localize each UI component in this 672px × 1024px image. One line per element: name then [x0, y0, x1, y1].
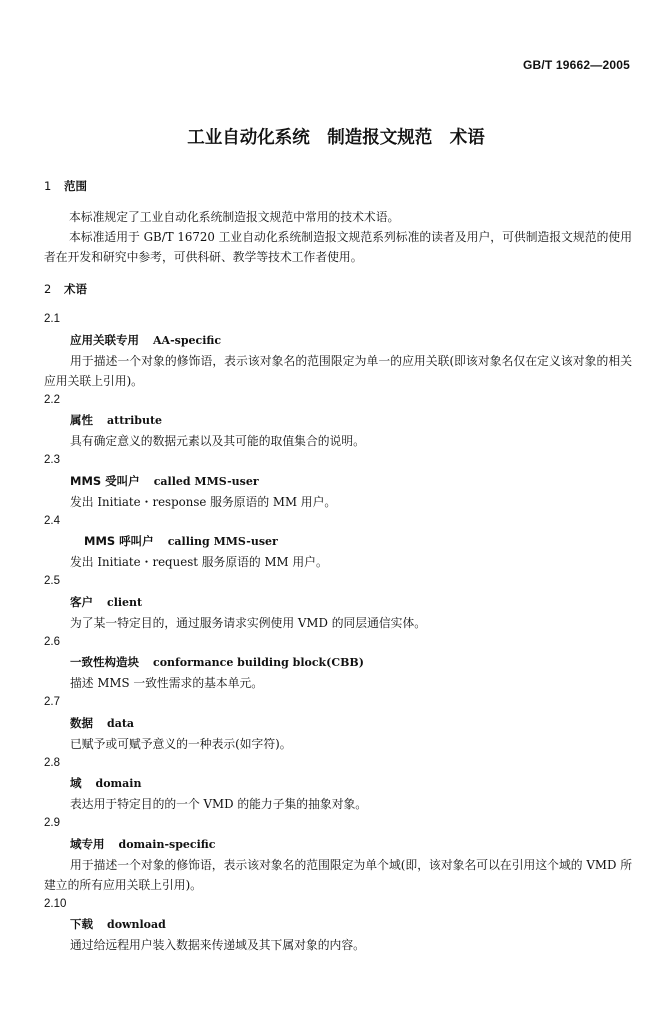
term-en: calling MMS-user: [167, 535, 278, 548]
term-heading: [44, 410, 632, 431]
entry-number: 2.3: [44, 454, 60, 466]
section-title: 术语: [64, 282, 87, 296]
term-cn: 域: [70, 776, 82, 790]
term-cn: 下载: [70, 917, 93, 931]
entry-number: 2.4: [44, 514, 60, 527]
term-heading: [44, 471, 632, 492]
term-en: called MMS-user: [153, 474, 259, 488]
term-entry: [44, 814, 632, 895]
term-entry: [44, 451, 632, 512]
term-en: domain-specific: [118, 837, 216, 851]
term-cn: 客户: [70, 594, 93, 609]
term-heading: [44, 652, 632, 673]
term-en: client: [107, 595, 143, 609]
term-entry: [44, 391, 632, 452]
term-definition: 为了某一特定目的，通过服务请求实例使用 VMD 的同层通信实体。: [70, 615, 427, 630]
entry-number: 2.8: [44, 756, 60, 769]
document-title: 工业自动化系统 制造报文规范 术语: [187, 128, 485, 148]
term-entry: [44, 512, 632, 573]
term-heading: [44, 330, 632, 351]
term-definition: 用于描述一个对象的修饰语，表示该对象名的范围限定为单个域(即，该对象名可以在引用这个域的 VMD 所建立的所有应用关联上引用)。: [44, 857, 632, 892]
term-definition: 发出 Initiate・request 服务原语的 MM 用户。: [70, 555, 328, 569]
entry-number: 2.6: [44, 635, 60, 648]
term-entry: [44, 572, 632, 633]
term-heading: [44, 773, 632, 794]
section-title: 范围: [64, 179, 87, 193]
term-en: conformance building block(CBB): [153, 656, 364, 669]
section-number: 2: [44, 282, 52, 296]
term-definition: 通过给远程用户装入数据来传递域及其下属对象的内容。: [70, 938, 365, 952]
section-1-heading: [44, 176, 632, 196]
term-definition: 描述 MMS 一致性需求的基本单元。: [70, 676, 264, 690]
entry-number: 2.7: [44, 696, 60, 708]
entry-number: 2.10: [44, 897, 67, 910]
term-heading: [44, 531, 632, 552]
term-en: AA-specific: [153, 333, 222, 347]
entry-number: 2.1: [44, 313, 60, 325]
term-entry: [44, 693, 632, 754]
term-entry: [44, 633, 632, 694]
term-cn: MMS 受叫户: [70, 473, 140, 488]
term-cn: 属性: [70, 413, 93, 427]
term-entry: [44, 754, 632, 815]
term-entry: [44, 310, 632, 391]
section-2-heading: [44, 279, 632, 299]
scope-paragraph-2: 本标准适用于 GB/T 16720 工业自动化系统制造报文规范系列标准的读者及用户，可供制造报文规范的使用者在开发和研究中参考，可供科研、教学等技术工作者使用。: [44, 230, 632, 264]
term-en: data: [107, 716, 135, 730]
document-body: [44, 176, 632, 955]
standard-number: GB/T 19662—2005: [522, 58, 630, 72]
term-definition: 用于描述一个对象的修饰语，表示该对象名的范围限定为单一的应用关联(即该对象名仅在定义该对象的相关应用关联上引用)。: [44, 353, 632, 388]
entry-number: 2.9: [44, 817, 60, 829]
term-definition: 发出 Initiate・response 服务原语的 MM 用户。: [70, 494, 337, 509]
term-cn: MMS 呼叫户: [84, 534, 154, 548]
term-en: attribute: [107, 414, 163, 427]
term-heading: [44, 592, 632, 613]
entry-number: 2.5: [44, 575, 60, 587]
term-definition: 具有确定意义的数据元素以及其可能的取值集合的说明。: [70, 434, 365, 448]
term-en: domain: [95, 777, 142, 790]
term-definition: 表达用于特定目的的一个 VMD 的能力子集的抽象对象。: [70, 797, 368, 811]
term-entry: [44, 895, 632, 956]
term-cn: 应用关联专用: [70, 332, 139, 347]
term-heading: [44, 914, 632, 935]
term-definition: 已赋予或可赋予意义的一种表示(如字符)。: [70, 736, 292, 751]
term-cn: 一致性构造块: [70, 655, 139, 669]
term-cn: 域专用: [70, 836, 105, 851]
term-cn: 数据: [70, 715, 93, 730]
scope-paragraph-1: 本标准规定了工业自动化系统制造报文规范中常用的技术术语。: [69, 210, 400, 224]
term-en: download: [107, 918, 166, 931]
entry-number: 2.2: [44, 393, 60, 406]
term-heading: [44, 834, 632, 855]
section-number: 1: [44, 179, 52, 193]
term-heading: [44, 713, 632, 734]
